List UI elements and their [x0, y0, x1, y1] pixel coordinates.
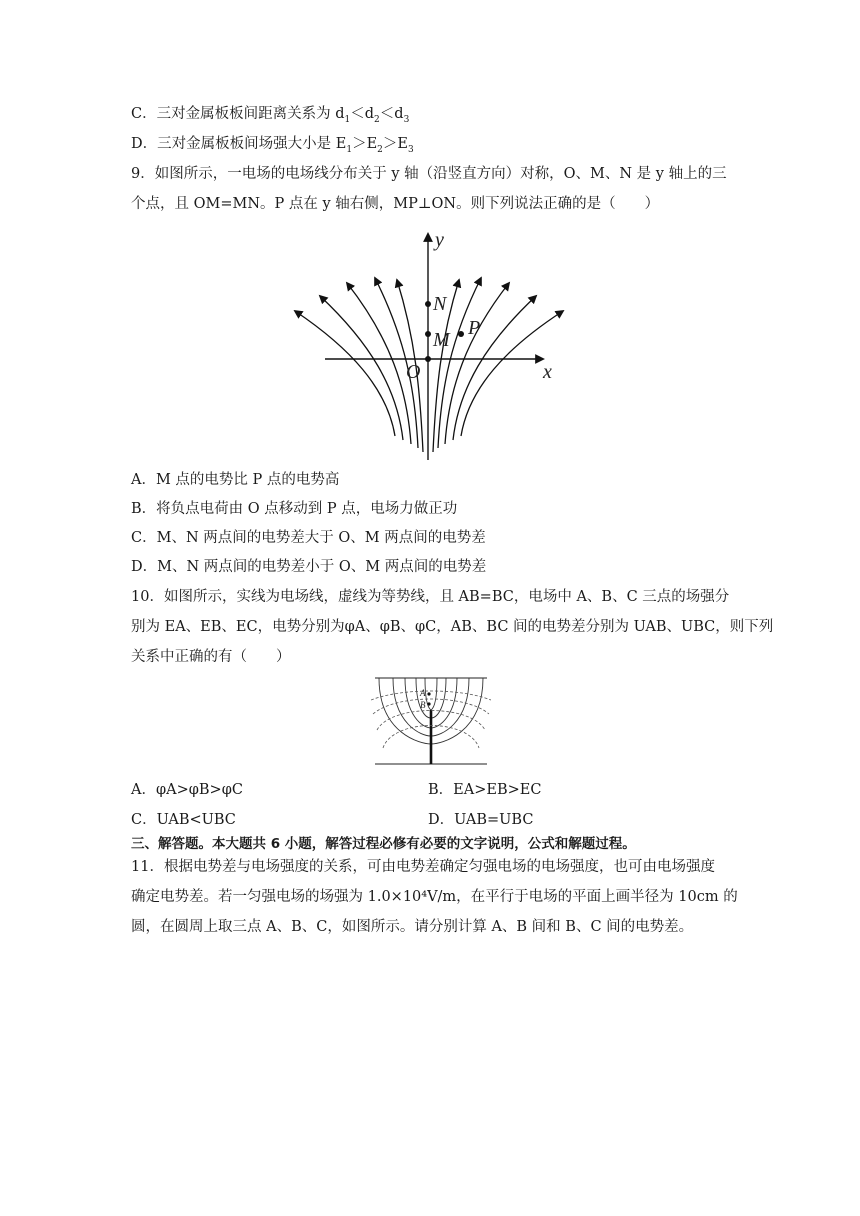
q9-option-c: C．M、N 两点间的电势差大于 O、M 两点间的电势差 [131, 530, 486, 546]
question-9-line-2: 个点，且 OM=MN。P 点在 y 轴右侧，MP⊥ON。则下列说法正确的是（ ） [131, 196, 660, 212]
label-A: A [420, 688, 426, 698]
label-y: y [435, 229, 444, 251]
label-N: N [433, 293, 447, 315]
question-10-line-3: 关系中正确的有（ ） [131, 649, 291, 665]
figure-field-and-equipotential-lines [371, 674, 491, 768]
question-11-line-2: 确定电势差。若一匀强电场的场强为 1.0×10⁴V/m，在平行于电场的平面上画半径为 10cm 的 [131, 889, 738, 905]
point-B [427, 702, 430, 705]
question-10-line-2: 别为 EA、EB、EC，电势分别为φA、φB、φC，AB、BC 间的电势差分别为 UAB、UBC，则下列 [131, 619, 774, 635]
q9-option-a: A．M 点的电势比 P 点的电势高 [131, 472, 340, 488]
field-lines-left [295, 278, 423, 452]
q10-option-a: A．φA>φB>φC [131, 782, 243, 798]
question-11-line-1: 11．根据电势差与电场强度的关系，可由电势差确定匀强电场的电场强度，也可由电场强度 [131, 859, 715, 875]
label-x: x [543, 361, 552, 383]
q10-option-b: B．EA>EB>EC [428, 782, 542, 798]
section-3-heading: 三、解答题。本大题共 6 小题，解答过程必修有必要的文字说明，公式和解题过程。 [131, 836, 636, 852]
point-A [427, 692, 430, 695]
figure-electric-field-lines [285, 228, 575, 464]
label-B: B [420, 700, 426, 710]
label-M: M [433, 329, 450, 351]
label-O: O [406, 361, 421, 383]
q9-option-b: B．将负点电荷由 O 点移动到 P 点，电场力做正功 [131, 501, 458, 517]
q9-option-d: D．M、N 两点间的电势差小于 O、M 两点间的电势差 [131, 559, 487, 575]
point-M [425, 331, 431, 337]
question-11-line-3: 圆，在圆周上取三点 A、B、C，如图所示。请分别计算 A、B 间和 B、C 间的电势差。 [131, 919, 694, 935]
point-P [458, 331, 464, 337]
label-P: P [468, 317, 481, 339]
option-d-q8: D．三对金属板板间场强大小是 $E_1>E_2>E_3$ [131, 136, 414, 155]
point-N [425, 301, 431, 307]
q10-option-d: D．UAB=UBC [428, 812, 534, 828]
question-9-line-1: 9．如图所示，一电场的电场线分布关于 y 轴（沿竖直方向）对称，O、M、N 是 y 轴上的三 [131, 166, 727, 182]
question-10-line-1: 10．如图所示，实线为电场线，虚线为等势线，且 AB=BC，电场中 A、B、C 三点的场强分 [131, 589, 730, 605]
point-O [425, 356, 431, 362]
q10-option-c: C．UAB<UBC [131, 812, 236, 828]
option-c-q8: C．三对金属板板间距离关系为 $d_1<d_2<d_3$ [131, 106, 410, 125]
